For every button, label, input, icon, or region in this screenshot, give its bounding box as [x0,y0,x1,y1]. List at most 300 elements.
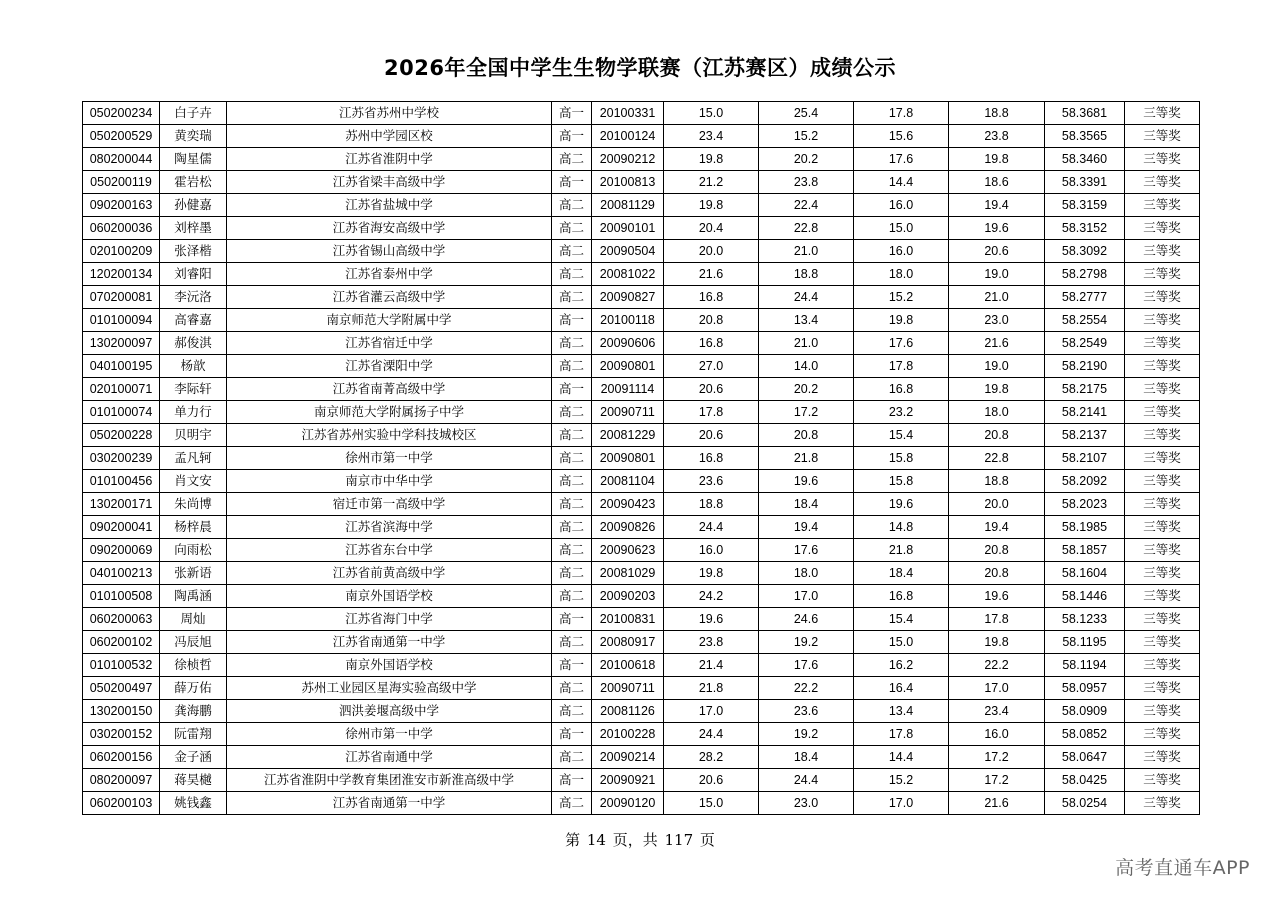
score-2-cell: 13.4 [759,309,854,332]
total-score-cell: 58.2549 [1045,332,1125,355]
table-row [83,217,1200,240]
grade-cell: 高二 [552,424,592,447]
birth-date-cell: 20090623 [592,539,664,562]
score-4-cell: 21.6 [949,792,1045,815]
score-2-cell: 18.4 [759,493,854,516]
score-2-cell: 22.8 [759,217,854,240]
score-4-cell: 22.2 [949,654,1045,677]
student-name-cell: 周灿 [160,608,227,631]
total-score-cell: 58.0254 [1045,792,1125,815]
school-cell: 江苏省南通第一中学 [227,792,552,815]
birth-date-cell: 20100118 [592,309,664,332]
score-3-cell: 14.4 [854,746,949,769]
school-cell: 江苏省梁丰高级中学 [227,171,552,194]
birth-date-cell: 20100228 [592,723,664,746]
grade-cell: 高二 [552,677,592,700]
score-3-cell: 16.8 [854,378,949,401]
school-cell: 江苏省苏州实验中学科技城校区 [227,424,552,447]
grade-cell: 高一 [552,723,592,746]
score-1-cell: 21.4 [664,654,759,677]
score-1-cell: 17.0 [664,700,759,723]
score-4-cell: 19.0 [949,355,1045,378]
table-row [83,378,1200,401]
score-3-cell: 15.8 [854,447,949,470]
table-row [83,102,1200,125]
student-name-cell: 李际轩 [160,378,227,401]
score-4-cell: 20.8 [949,562,1045,585]
award-cell: 三等奖 [1125,654,1200,677]
birth-date-cell: 20091114 [592,378,664,401]
birth-date-cell: 20100124 [592,125,664,148]
score-4-cell: 19.8 [949,631,1045,654]
student-id-cell: 090200069 [83,539,160,562]
score-3-cell: 16.8 [854,585,949,608]
birth-date-cell: 20090504 [592,240,664,263]
total-score-cell: 58.1857 [1045,539,1125,562]
grade-cell: 高二 [552,332,592,355]
score-3-cell: 17.0 [854,792,949,815]
score-1-cell: 24.4 [664,723,759,746]
birth-date-cell: 20090801 [592,355,664,378]
birth-date-cell: 20081022 [592,263,664,286]
score-1-cell: 27.0 [664,355,759,378]
score-1-cell: 16.8 [664,286,759,309]
score-2-cell: 18.4 [759,746,854,769]
score-4-cell: 18.6 [949,171,1045,194]
student-name-cell: 冯辰旭 [160,631,227,654]
score-3-cell: 16.0 [854,240,949,263]
score-4-cell: 19.8 [949,148,1045,171]
student-id-cell: 050200228 [83,424,160,447]
birth-date-cell: 20090711 [592,401,664,424]
grade-cell: 高一 [552,608,592,631]
school-cell: 江苏省南通第一中学 [227,631,552,654]
score-2-cell: 19.2 [759,723,854,746]
birth-date-cell: 20081129 [592,194,664,217]
score-3-cell: 17.6 [854,148,949,171]
school-cell: 江苏省宿迁中学 [227,332,552,355]
score-1-cell: 21.2 [664,171,759,194]
score-2-cell: 19.4 [759,516,854,539]
grade-cell: 高二 [552,194,592,217]
score-4-cell: 17.0 [949,677,1045,700]
grade-cell: 高一 [552,309,592,332]
award-cell: 三等奖 [1125,378,1200,401]
score-3-cell: 15.6 [854,125,949,148]
page-title: 2026年全国中学生生物学联赛（江苏赛区）成绩公示 [384,56,896,80]
birth-date-cell: 20100831 [592,608,664,631]
score-4-cell: 22.8 [949,447,1045,470]
school-cell: 江苏省盐城中学 [227,194,552,217]
total-score-cell: 58.3681 [1045,102,1125,125]
table-row [83,355,1200,378]
student-id-cell: 050200119 [83,171,160,194]
score-2-cell: 23.0 [759,792,854,815]
total-score-cell: 58.0647 [1045,746,1125,769]
award-cell: 三等奖 [1125,562,1200,585]
score-4-cell: 19.6 [949,217,1045,240]
birth-date-cell: 20090423 [592,493,664,516]
birth-date-cell: 20100618 [592,654,664,677]
total-score-cell: 58.2175 [1045,378,1125,401]
birth-date-cell: 20090120 [592,792,664,815]
school-cell: 江苏省海门中学 [227,608,552,631]
score-1-cell: 20.0 [664,240,759,263]
score-1-cell: 15.0 [664,102,759,125]
score-2-cell: 19.2 [759,631,854,654]
score-1-cell: 20.6 [664,424,759,447]
table-row [83,332,1200,355]
birth-date-cell: 20090711 [592,677,664,700]
table-row [83,194,1200,217]
student-name-cell: 黄奕瑞 [160,125,227,148]
table-row [83,148,1200,171]
student-id-cell: 040100213 [83,562,160,585]
student-name-cell: 孙健嘉 [160,194,227,217]
total-score-cell: 58.0909 [1045,700,1125,723]
score-3-cell: 21.8 [854,539,949,562]
student-id-cell: 050200529 [83,125,160,148]
school-cell: 江苏省灌云高级中学 [227,286,552,309]
total-score-cell: 58.1194 [1045,654,1125,677]
score-1-cell: 18.8 [664,493,759,516]
school-cell: 徐州市第一中学 [227,723,552,746]
score-3-cell: 13.4 [854,700,949,723]
score-3-cell: 14.8 [854,516,949,539]
score-3-cell: 15.0 [854,217,949,240]
table-row [83,263,1200,286]
student-name-cell: 姚钱鑫 [160,792,227,815]
award-cell: 三等奖 [1125,585,1200,608]
birth-date-cell: 20100813 [592,171,664,194]
score-1-cell: 23.6 [664,470,759,493]
table-row [83,401,1200,424]
student-id-cell: 060200156 [83,746,160,769]
award-cell: 三等奖 [1125,240,1200,263]
student-id-cell: 060200063 [83,608,160,631]
grade-cell: 高二 [552,585,592,608]
birth-date-cell: 20081229 [592,424,664,447]
award-cell: 三等奖 [1125,700,1200,723]
table-row [83,516,1200,539]
score-1-cell: 15.0 [664,792,759,815]
student-id-cell: 120200134 [83,263,160,286]
table-row [83,723,1200,746]
student-name-cell: 郝俊淇 [160,332,227,355]
school-cell: 江苏省南通中学 [227,746,552,769]
grade-cell: 高二 [552,700,592,723]
student-name-cell: 单力行 [160,401,227,424]
award-cell: 三等奖 [1125,769,1200,792]
student-id-cell: 130200150 [83,700,160,723]
school-cell: 江苏省前黄高级中学 [227,562,552,585]
award-cell: 三等奖 [1125,470,1200,493]
table-row [83,125,1200,148]
total-score-cell: 58.2777 [1045,286,1125,309]
score-1-cell: 16.8 [664,332,759,355]
student-name-cell: 杨歆 [160,355,227,378]
score-4-cell: 23.4 [949,700,1045,723]
score-3-cell: 19.8 [854,309,949,332]
birth-date-cell: 20090214 [592,746,664,769]
birth-date-cell: 20081126 [592,700,664,723]
score-2-cell: 21.0 [759,240,854,263]
watermark: 高考直通车APP [1115,857,1250,879]
score-2-cell: 20.2 [759,378,854,401]
score-3-cell: 16.2 [854,654,949,677]
score-2-cell: 22.2 [759,677,854,700]
score-3-cell: 15.8 [854,470,949,493]
total-score-cell: 58.2023 [1045,493,1125,516]
student-name-cell: 刘睿阳 [160,263,227,286]
award-cell: 三等奖 [1125,194,1200,217]
student-id-cell: 030200239 [83,447,160,470]
student-name-cell: 徐桢哲 [160,654,227,677]
score-4-cell: 20.8 [949,539,1045,562]
table-row [83,769,1200,792]
award-cell: 三等奖 [1125,217,1200,240]
total-score-cell: 58.3391 [1045,171,1125,194]
student-name-cell: 肖文安 [160,470,227,493]
results-table-body [83,102,1200,815]
table-row [83,585,1200,608]
grade-cell: 高二 [552,470,592,493]
school-cell: 江苏省泰州中学 [227,263,552,286]
student-name-cell: 孟凡轲 [160,447,227,470]
score-2-cell: 20.8 [759,424,854,447]
birth-date-cell: 20090606 [592,332,664,355]
school-cell: 南京师范大学附属中学 [227,309,552,332]
student-name-cell: 朱尚博 [160,493,227,516]
total-score-cell: 58.2137 [1045,424,1125,447]
grade-cell: 高二 [552,401,592,424]
score-2-cell: 17.2 [759,401,854,424]
total-score-cell: 58.2092 [1045,470,1125,493]
award-cell: 三等奖 [1125,539,1200,562]
table-row [83,608,1200,631]
score-2-cell: 20.2 [759,148,854,171]
grade-cell: 高二 [552,148,592,171]
student-name-cell: 陶禹涵 [160,585,227,608]
table-row [83,746,1200,769]
award-cell: 三等奖 [1125,516,1200,539]
score-2-cell: 25.4 [759,102,854,125]
grade-cell: 高一 [552,125,592,148]
table-row [83,493,1200,516]
birth-date-cell: 20081104 [592,470,664,493]
award-cell: 三等奖 [1125,746,1200,769]
school-cell: 南京外国语学校 [227,654,552,677]
grade-cell: 高二 [552,286,592,309]
school-cell: 江苏省淮阴中学 [227,148,552,171]
score-2-cell: 17.6 [759,654,854,677]
table-row [83,677,1200,700]
award-cell: 三等奖 [1125,263,1200,286]
score-3-cell: 15.4 [854,608,949,631]
score-2-cell: 24.4 [759,769,854,792]
score-4-cell: 23.8 [949,125,1045,148]
score-1-cell: 23.4 [664,125,759,148]
score-3-cell: 14.4 [854,171,949,194]
student-name-cell: 贝明宇 [160,424,227,447]
school-cell: 江苏省海安高级中学 [227,217,552,240]
school-cell: 江苏省南菁高级中学 [227,378,552,401]
grade-cell: 高一 [552,769,592,792]
total-score-cell: 58.1233 [1045,608,1125,631]
score-1-cell: 19.6 [664,608,759,631]
score-4-cell: 19.0 [949,263,1045,286]
award-cell: 三等奖 [1125,493,1200,516]
student-id-cell: 030200152 [83,723,160,746]
student-id-cell: 010100094 [83,309,160,332]
score-4-cell: 17.8 [949,608,1045,631]
score-2-cell: 21.8 [759,447,854,470]
student-id-cell: 050200234 [83,102,160,125]
total-score-cell: 58.0852 [1045,723,1125,746]
award-cell: 三等奖 [1125,148,1200,171]
score-4-cell: 18.8 [949,102,1045,125]
award-cell: 三等奖 [1125,677,1200,700]
score-3-cell: 18.4 [854,562,949,585]
student-name-cell: 蒋昊樾 [160,769,227,792]
score-2-cell: 18.8 [759,263,854,286]
school-cell: 江苏省锡山高级中学 [227,240,552,263]
score-2-cell: 22.4 [759,194,854,217]
total-score-cell: 58.2107 [1045,447,1125,470]
score-2-cell: 15.2 [759,125,854,148]
score-1-cell: 19.8 [664,148,759,171]
score-2-cell: 18.0 [759,562,854,585]
student-id-cell: 020100209 [83,240,160,263]
student-id-cell: 090200041 [83,516,160,539]
student-name-cell: 陶星儒 [160,148,227,171]
award-cell: 三等奖 [1125,125,1200,148]
total-score-cell: 58.2798 [1045,263,1125,286]
score-4-cell: 20.8 [949,424,1045,447]
grade-cell: 高二 [552,217,592,240]
school-cell: 南京外国语学校 [227,585,552,608]
table-row [83,539,1200,562]
school-cell: 宿迁市第一高级中学 [227,493,552,516]
student-id-cell: 080200044 [83,148,160,171]
grade-cell: 高二 [552,263,592,286]
score-3-cell: 16.4 [854,677,949,700]
student-name-cell: 向雨松 [160,539,227,562]
score-2-cell: 23.6 [759,700,854,723]
score-3-cell: 17.6 [854,332,949,355]
birth-date-cell: 20080917 [592,631,664,654]
student-name-cell: 杨梓晨 [160,516,227,539]
table-row [83,631,1200,654]
score-1-cell: 17.8 [664,401,759,424]
grade-cell: 高二 [552,447,592,470]
score-2-cell: 19.6 [759,470,854,493]
school-cell: 苏州工业园区星海实验高级中学 [227,677,552,700]
student-id-cell: 060200102 [83,631,160,654]
score-2-cell: 17.6 [759,539,854,562]
table-row [83,286,1200,309]
score-4-cell: 19.8 [949,378,1045,401]
student-id-cell: 130200171 [83,493,160,516]
student-name-cell: 金子涵 [160,746,227,769]
total-score-cell: 58.1195 [1045,631,1125,654]
school-cell: 泗洪姜堰高级中学 [227,700,552,723]
total-score-cell: 58.2554 [1045,309,1125,332]
total-score-cell: 58.3159 [1045,194,1125,217]
birth-date-cell: 20081029 [592,562,664,585]
student-name-cell: 高睿嘉 [160,309,227,332]
score-4-cell: 18.8 [949,470,1045,493]
school-cell: 苏州中学园区校 [227,125,552,148]
table-row [83,470,1200,493]
score-3-cell: 17.8 [854,355,949,378]
score-3-cell: 15.4 [854,424,949,447]
grade-cell: 高一 [552,378,592,401]
score-3-cell: 16.0 [854,194,949,217]
student-name-cell: 龚海鹏 [160,700,227,723]
score-1-cell: 16.8 [664,447,759,470]
score-1-cell: 24.2 [664,585,759,608]
score-3-cell: 17.8 [854,102,949,125]
table-row [83,792,1200,815]
grade-cell: 高二 [552,792,592,815]
score-1-cell: 28.2 [664,746,759,769]
table-row [83,654,1200,677]
award-cell: 三等奖 [1125,447,1200,470]
birth-date-cell: 20090212 [592,148,664,171]
grade-cell: 高一 [552,654,592,677]
grade-cell: 高二 [552,516,592,539]
score-3-cell: 18.0 [854,263,949,286]
score-4-cell: 17.2 [949,746,1045,769]
score-1-cell: 20.4 [664,217,759,240]
table-row [83,309,1200,332]
score-3-cell: 23.2 [854,401,949,424]
grade-cell: 高二 [552,355,592,378]
school-cell: 江苏省淮阴中学教育集团淮安市新淮高级中学 [227,769,552,792]
grade-cell: 高二 [552,539,592,562]
table-row [83,424,1200,447]
birth-date-cell: 20090827 [592,286,664,309]
award-cell: 三等奖 [1125,631,1200,654]
score-2-cell: 21.0 [759,332,854,355]
student-name-cell: 李沅洛 [160,286,227,309]
birth-date-cell: 20100331 [592,102,664,125]
school-cell: 江苏省溧阳中学 [227,355,552,378]
score-4-cell: 16.0 [949,723,1045,746]
school-cell: 江苏省东台中学 [227,539,552,562]
award-cell: 三等奖 [1125,608,1200,631]
score-3-cell: 15.2 [854,286,949,309]
award-cell: 三等奖 [1125,171,1200,194]
student-name-cell: 霍岩松 [160,171,227,194]
student-name-cell: 阮雷翔 [160,723,227,746]
score-4-cell: 19.6 [949,585,1045,608]
student-name-cell: 刘梓墨 [160,217,227,240]
total-score-cell: 58.3092 [1045,240,1125,263]
total-score-cell: 58.2190 [1045,355,1125,378]
award-cell: 三等奖 [1125,355,1200,378]
total-score-cell: 58.3152 [1045,217,1125,240]
student-id-cell: 080200097 [83,769,160,792]
table-row [83,171,1200,194]
table-row [83,240,1200,263]
student-name-cell: 张新语 [160,562,227,585]
award-cell: 三等奖 [1125,792,1200,815]
table-row [83,562,1200,585]
birth-date-cell: 20090801 [592,447,664,470]
student-id-cell: 050200497 [83,677,160,700]
